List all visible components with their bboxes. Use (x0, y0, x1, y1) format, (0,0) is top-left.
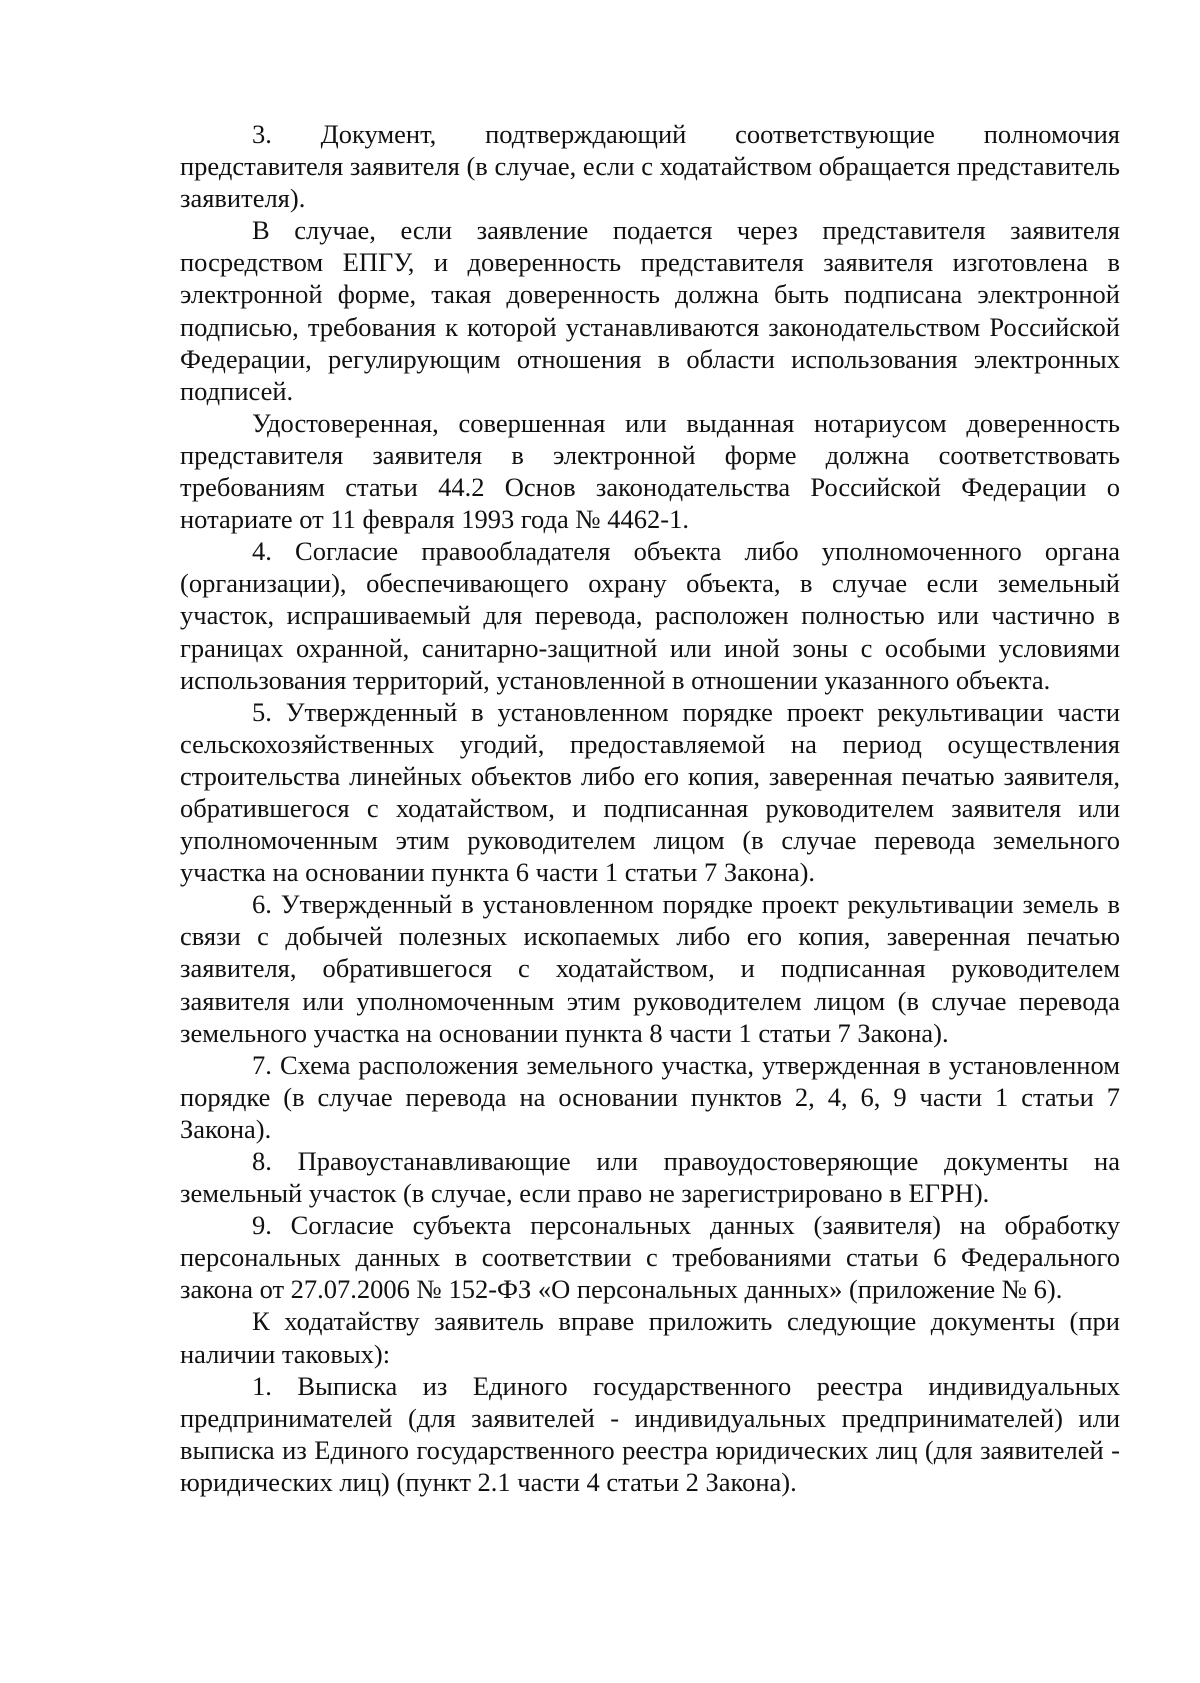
paragraph-epgu-power-of-attorney: В случае, если заявление подается через представителя заявителя посредством ЕПГУ, и доверенность представителя заявителя изготовлена в электронной форме, такая доверенность должна быть подписана электронной подписью, требования к которой устанавливаются законодательством Российской Федерации, регулирующим отношения в области использования электронных подписей. (180, 215, 1120, 406)
paragraph-item-5-reclamation-project-linear: 5. Утвержденный в установленном порядке проект рекультивации части сельскохозяйственных угодий, предоставляемой на период осуществления строительства линейных объектов либо его копия, заверенная печатью заявителя, обратившегося с ходатайством, и подписанная руководителем заявителя или уполномоченным этим руководителем лицом (в случае перевода земельного участка на основании пункта 6 части 1 статьи 7 Закона). (180, 696, 1120, 888)
paragraph-optional-item-1-registry-extract: 1. Выписка из Единого государственного реестра индивидуальных предпринимателей (для заявителей - индивидуальных предпринимателей) или выписка из Единого государственного реестра юридических лиц (для заявителей - юридических лиц) (пункт 2.1 части 4 статьи 2 Закона). (180, 1370, 1120, 1497)
paragraph-item-7-land-plot-scheme: 7. Схема расположения земельного участка, утвержденная в установленном порядке (в случае перевода на основании пунктов 2, 4, 6, 9 части 1 статьи 7 Закона). (180, 1049, 1120, 1144)
paragraph-item-9-personal-data-consent: 9. Согласие субъекта персональных данных (заявителя) на обработку персональных данных в соответствии с требованиями статьи 6 Федерального закона от 27.07.2006 № 152-ФЗ «О персональных данных» (приложение № 6). (180, 1210, 1120, 1305)
paragraph-item-6-reclamation-project-mining: 6. Утвержденный в установленном порядке проект рекультивации земель в связи с добычей полезных ископаемых либо его копия, заверенная печатью заявителя, обратившегося с ходатайством, и подписанная руководителем заявителя или уполномоченным этим руководителем лицом (в случае перевода земельного участка на основании пункта 8 части 1 статьи 7 Закона). (180, 889, 1120, 1048)
document-page (180, 118, 1120, 1498)
paragraph-item-3-representative-authority: 3. Документ, подтверждающий соответствующие полномочия представителя заявителя (в случае, если с ходатайством обращается представитель заявителя). (180, 119, 1120, 214)
paragraph-optional-documents-intro: К ходатайству заявитель вправе приложить следующие документы (при наличии таковых): (180, 1306, 1120, 1369)
paragraph-item-4-rightholder-consent: 4. Согласие правообладателя объекта либо уполномоченного органа (организации), обеспечивающего охрану объекта, в случае если земельный участок, испрашиваемый для перевода, расположен полностью или частично в границах охранной, санитарно-защитной или иной зоны с особыми условиями использования территорий, установленной в отношении указанного объекта. (180, 536, 1120, 695)
paragraph-item-8-title-documents: 8. Правоустанавливающие или правоудостоверяющие документы на земельный участок (в случае, если право не зарегистрировано в ЕГРН). (180, 1146, 1120, 1209)
paragraph-notarized-power-of-attorney: Удостоверенная, совершенная или выданная нотариусом доверенность представителя заявителя в электронной форме должна соответствовать требованиям статьи 44.2 Основ законодательства Российской Федерации о нотариате от 11 февраля 1993 года № 4462-1. (180, 407, 1120, 535)
